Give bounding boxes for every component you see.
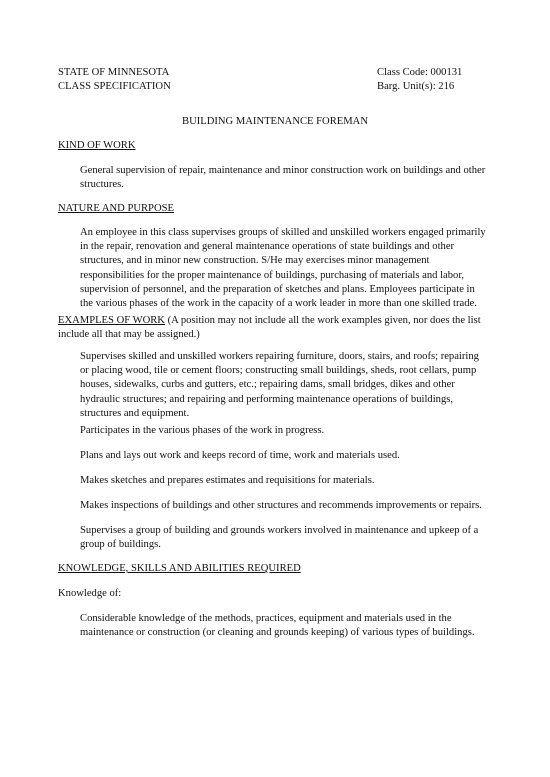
work-example: Supervises skilled and unskilled workers repairing furniture, doors, stairs, and roofs; repairing or placing wood, tile or cement floors; constructing small buildings, sheds, root cellars, pump houses, sidewalks, curbs and gutters, etc.; repairing dams, small bridges, dikes and other hydraulic structures; and repairing and performing maintenance operations of buildings, structures and equipment. [80, 351, 479, 419]
header-row-1 [58, 66, 490, 80]
examples-of-work-intro [58, 314, 490, 342]
nature-and-purpose-text: An employee in this class supervises groups of skilled and unskilled workers engaged primarily in the repair, renovation and general maintenance operations of state buildings and other structures, and in minor new construction. S/He may exercises minor management responsibilities for the proper maintenance of buildings, purchasing of materials and labor, supervision of personnel, and the preparation of sketches and plans. Employees participate in the various phases of the work in the capacity of a work leader in more than one skilled trade. [80, 227, 486, 310]
ksa-heading: KNOWLEDGE, SKILLS AND ABILITIES REQUIRED [58, 563, 301, 574]
header-row-2 [58, 80, 490, 94]
bargaining-unit: Barg. Unit(s): 216 [377, 81, 455, 92]
work-example: Makes sketches and prepares estimates and requisitions for materials. [80, 475, 375, 486]
examples-of-work-heading: EXAMPLES OF WORK [58, 315, 165, 326]
state-name: STATE OF MINNESOTA [58, 67, 170, 78]
work-example: Supervises a group of building and grounds workers involved in maintenance and upkeep of a group of buildings. [80, 525, 479, 551]
work-example: Participates in the various phases of the work in progress. [80, 425, 325, 436]
kind-of-work-text: General supervision of repair, maintenance and minor construction work on buildings and other structures. [80, 165, 486, 191]
work-example: Makes inspections of buildings and other structures and recommends improvements or repairs. [80, 500, 482, 511]
knowledge-item: Considerable knowledge of the methods, practices, equipment and materials used in the maintenance or construction (or cleaning and grounds keeping) of various types of buildings. [80, 613, 475, 639]
examples-of-work-note: (A position may not include all the work examples given, nor does the list include all that may be assigned.) [58, 315, 481, 341]
kind-of-work-heading: KIND OF WORK [58, 140, 136, 151]
document-title: BUILDING MAINTENANCE FOREMAN [182, 116, 368, 127]
nature-and-purpose-heading: NATURE AND PURPOSE [58, 203, 174, 214]
work-example: Plans and lays out work and keeps record of time, work and materials used. [80, 450, 400, 461]
knowledge-label: Knowledge of: [58, 588, 122, 599]
spec-label: CLASS SPECIFICATION [58, 81, 171, 92]
class-code: Class Code: 000131 [377, 67, 463, 78]
